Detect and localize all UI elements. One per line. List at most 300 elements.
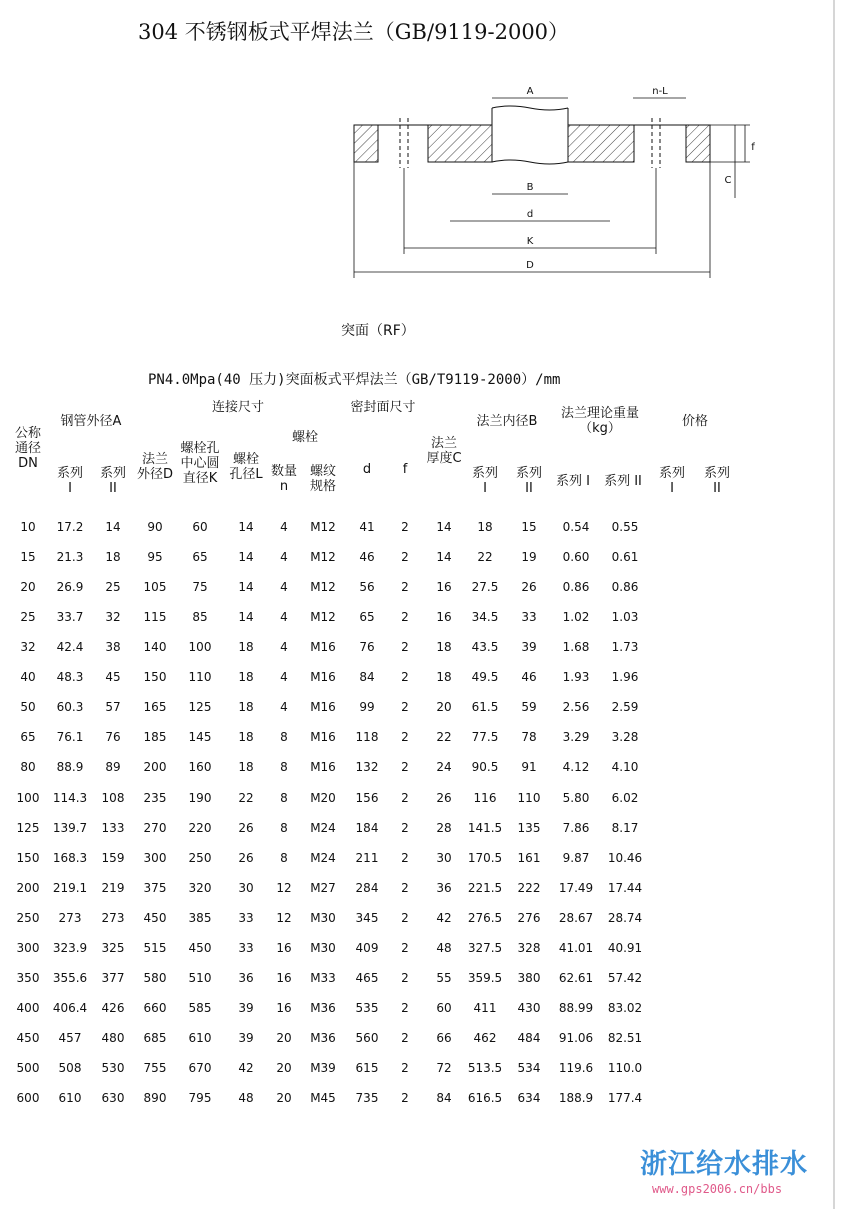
table-cell: 14 — [238, 580, 254, 595]
table-cell: 219.1 — [52, 880, 88, 895]
table-cell: 400 — [16, 1000, 40, 1015]
table-cell: 685 — [143, 1030, 167, 1045]
table-cell: 1.96 — [611, 670, 639, 685]
table-cell: 2 — [401, 970, 409, 985]
table-cell: 2 — [401, 760, 409, 775]
table-cell: 41 — [359, 520, 375, 534]
table-cell: 14 — [238, 550, 254, 564]
table-cell: 141.5 — [467, 820, 503, 835]
table-cell: 377 — [101, 970, 125, 985]
table-cell: 6.02 — [611, 790, 639, 805]
header-thread: 螺纹 规格 — [309, 464, 337, 494]
table-cell: 118 — [355, 730, 379, 745]
table-cell: 32 — [20, 640, 36, 655]
table-cell: 32 — [105, 610, 121, 625]
table-cell: 515 — [143, 940, 167, 955]
table-cell: 450 — [143, 910, 167, 925]
table-cell: 40.91 — [607, 940, 643, 955]
table-cell: 110 — [517, 790, 541, 805]
table-cell: 62.61 — [558, 970, 594, 985]
table-cell: 200 — [16, 880, 40, 895]
table-cell: 66 — [436, 1030, 452, 1045]
table-cell: 284 — [355, 880, 379, 895]
table-cell: 26.9 — [56, 580, 84, 595]
page-right-border — [833, 0, 835, 1209]
header-bolt-circle: 螺栓孔 中心圆 直径K — [180, 441, 220, 486]
table-cell: 2 — [401, 880, 409, 895]
table-cell: 50 — [20, 700, 36, 715]
table-cell: M20 — [310, 790, 336, 805]
table-cell: 61.5 — [471, 700, 499, 715]
table-cell: 0.61 — [611, 550, 639, 564]
header-wseries2: 系列 II — [604, 474, 642, 489]
label-f: f — [751, 142, 755, 153]
table-cell: 159 — [101, 850, 125, 865]
table-cell: M33 — [310, 970, 336, 985]
table-cell: 2 — [401, 940, 409, 955]
table-cell: 276 — [517, 910, 541, 925]
table-cell: 1.93 — [562, 670, 590, 685]
flange-cross-section-drawing — [340, 78, 760, 282]
table-cell: 535 — [355, 1000, 379, 1015]
header-bore: 法兰内径B — [476, 414, 538, 429]
table-cell: 133 — [101, 820, 125, 835]
table-cell: 385 — [188, 910, 212, 925]
table-cell: 82.51 — [607, 1030, 643, 1045]
table-cell: 375 — [143, 880, 167, 895]
table-cell: 4 — [280, 610, 288, 625]
table-cell: 30 — [436, 850, 452, 865]
table-cell: 4.10 — [611, 760, 639, 775]
table-cell: 8 — [280, 850, 288, 865]
table-cell: 20 — [436, 700, 452, 715]
table-cell: 145 — [188, 730, 212, 745]
table-cell: 2.59 — [611, 700, 639, 715]
table-cell: 59 — [521, 700, 537, 715]
table-cell: 0.55 — [611, 520, 639, 534]
table-cell: 188.9 — [558, 1091, 594, 1105]
table-cell: 150 — [16, 850, 40, 865]
table-cell: 660 — [143, 1000, 167, 1015]
table-cell: 18 — [238, 760, 254, 775]
table-cell: 16 — [276, 940, 292, 955]
table-cell: 250 — [188, 850, 212, 865]
table-cell: 22 — [436, 730, 452, 745]
table-cell: 14 — [105, 520, 121, 534]
table-cell: 484 — [517, 1030, 541, 1045]
table-cell: 33.7 — [56, 610, 84, 625]
table-cell: 55 — [436, 970, 452, 985]
table-cell: 48.3 — [56, 670, 84, 685]
table-cell: 2 — [401, 850, 409, 865]
table-cell: 139.7 — [52, 820, 88, 835]
table-cell: 409 — [355, 940, 379, 955]
watermark-text: 浙江给水排水 — [640, 1149, 808, 1180]
table-cell: 359.5 — [467, 970, 503, 985]
table-cell: 222 — [517, 880, 541, 895]
table-cell: 219 — [101, 880, 125, 895]
table-cell: 615 — [355, 1060, 379, 1075]
table-cell: 89 — [105, 760, 121, 775]
table-cell: 560 — [355, 1030, 379, 1045]
table-cell: 0.86 — [562, 580, 590, 595]
table-cell: 33 — [238, 910, 254, 925]
table-cell: 39 — [238, 1030, 254, 1045]
label-C: C — [724, 175, 732, 186]
table-cell: 26 — [238, 850, 254, 865]
table-cell: 150 — [143, 670, 167, 685]
header-bolt-hole: 螺栓 孔径L — [229, 452, 263, 482]
table-cell: 4 — [280, 550, 288, 564]
table-cell: 16 — [436, 610, 452, 625]
table-cell: 84 — [359, 670, 375, 685]
header-pipe-od: 钢管外径A — [60, 414, 122, 429]
table-cell: 14 — [436, 550, 452, 564]
table-cell: 320 — [188, 880, 212, 895]
table-cell: 60 — [192, 520, 208, 534]
table-cell: 78 — [521, 730, 537, 745]
table-cell: 411 — [473, 1000, 497, 1015]
table-cell: 345 — [355, 910, 379, 925]
table-cell: 27.5 — [471, 580, 499, 595]
table-cell: 2 — [401, 1091, 409, 1105]
table-cell: 19 — [521, 550, 537, 564]
label-D: D — [526, 260, 534, 271]
table-cell: 17.2 — [56, 520, 84, 534]
table-cell: 480 — [101, 1030, 125, 1045]
table-cell: 4 — [280, 580, 288, 595]
table-cell: M36 — [310, 1000, 336, 1015]
table-cell: 80 — [20, 760, 36, 775]
table-cell: 10 — [20, 520, 36, 534]
table-cell: 430 — [517, 1000, 541, 1015]
header-series1: 系列 I — [471, 466, 499, 496]
table-cell: 2 — [401, 1060, 409, 1075]
table-subtitle: PN4.0Mpa(40 压力)突面板式平焊法兰（GB/T9119-2000）/mm — [148, 372, 561, 388]
table-cell: 15 — [521, 520, 537, 534]
table-cell: 273 — [101, 910, 125, 925]
table-cell: 8 — [280, 730, 288, 745]
table-cell: 1.02 — [562, 610, 590, 625]
table-cell: 16 — [276, 970, 292, 985]
table-cell: 610 — [58, 1091, 82, 1105]
table-cell: 18 — [238, 700, 254, 715]
header-wseries1: 系列 I — [556, 474, 590, 489]
table-cell: 426 — [101, 1000, 125, 1015]
table-cell: 534 — [517, 1060, 541, 1075]
table-cell: 110.0 — [607, 1060, 643, 1075]
table-cell: 156 — [355, 790, 379, 805]
table-cell: 2 — [401, 790, 409, 805]
table-cell: 57 — [105, 700, 121, 715]
table-cell: 450 — [16, 1030, 40, 1045]
header-f: f — [402, 462, 408, 477]
table-cell: 18 — [436, 640, 452, 655]
title-text: 不锈钢板式平焊法兰 — [184, 20, 374, 44]
header-d: d — [362, 462, 372, 477]
table-cell: 457 — [58, 1030, 82, 1045]
table-cell: 77.5 — [471, 730, 499, 745]
header-seal: 密封面尺寸 — [350, 400, 416, 415]
table-cell: 235 — [143, 790, 167, 805]
table-cell: 513.5 — [467, 1060, 503, 1075]
table-cell: 22 — [477, 550, 493, 564]
table-cell: 355.6 — [52, 970, 88, 985]
table-cell: 300 — [16, 940, 40, 955]
table-cell: 500 — [16, 1060, 40, 1075]
table-cell: 114.3 — [52, 790, 88, 805]
table-cell: 610 — [188, 1030, 212, 1045]
table-cell: 177.4 — [607, 1091, 643, 1105]
table-cell: 22 — [238, 790, 254, 805]
table-cell: 2 — [401, 1000, 409, 1015]
table-cell: 18 — [238, 670, 254, 685]
table-cell: 462 — [473, 1030, 497, 1045]
table-cell: 108 — [101, 790, 125, 805]
dimension-labels — [526, 86, 755, 271]
table-cell: M36 — [310, 1030, 336, 1045]
table-cell: 33 — [238, 940, 254, 955]
table-cell: 600 — [16, 1091, 40, 1105]
table-cell: 185 — [143, 730, 167, 745]
table-cell: 21.3 — [56, 550, 84, 564]
table-cell: 328 — [517, 940, 541, 955]
table-cell: 300 — [143, 850, 167, 865]
table-cell: 4.12 — [562, 760, 590, 775]
table-cell: 72 — [436, 1060, 452, 1075]
table-cell: 8 — [280, 790, 288, 805]
table-cell: 2 — [401, 610, 409, 625]
label-A: A — [526, 86, 534, 97]
table-cell: 88.99 — [558, 1000, 594, 1015]
table-cell: 184 — [355, 820, 379, 835]
table-cell: 20 — [20, 580, 36, 595]
header-series2: 系列 II — [99, 466, 127, 496]
table-cell: 4 — [280, 640, 288, 655]
table-cell: 30 — [238, 880, 254, 895]
table-cell: 42 — [238, 1060, 254, 1075]
table-cell: 18 — [238, 730, 254, 745]
header-count: 数量 n — [270, 464, 298, 494]
table-cell: 45 — [105, 670, 121, 685]
table-cell: 84 — [436, 1091, 452, 1105]
table-cell: 26 — [436, 790, 452, 805]
header-connection: 连接尺寸 — [211, 400, 265, 415]
table-cell: 8.17 — [611, 820, 639, 835]
table-cell: 270 — [143, 820, 167, 835]
header-dn: 公称 通径 DN — [14, 426, 42, 471]
header-series2: 系列 II — [515, 466, 543, 496]
table-cell: 2 — [401, 1030, 409, 1045]
table-cell: M30 — [310, 910, 336, 925]
title-code: 304 — [138, 20, 179, 44]
table-cell: 890 — [143, 1091, 167, 1105]
table-cell: 26 — [521, 580, 537, 595]
table-cell: 161 — [517, 850, 541, 865]
table-cell: 56 — [359, 580, 375, 595]
table-cell: 125 — [16, 820, 40, 835]
table-cell: 1.68 — [562, 640, 590, 655]
header-bolt: 螺栓 — [291, 430, 319, 445]
table-cell: M12 — [310, 520, 336, 534]
flange-body — [354, 125, 710, 162]
table-cell: 75 — [192, 580, 208, 595]
table-cell: 90.5 — [471, 760, 499, 775]
table-cell: 38 — [105, 640, 121, 655]
table-cell: M12 — [310, 580, 336, 595]
table-cell: 170.5 — [467, 850, 503, 865]
header-weight: 法兰理论重量 （kg） — [560, 406, 640, 436]
table-cell: M16 — [310, 730, 336, 745]
table-cell: 90 — [147, 520, 163, 534]
table-cell: 406.4 — [52, 1000, 88, 1015]
table-cell: 83.02 — [607, 1000, 643, 1015]
table-cell: 76.1 — [56, 730, 84, 745]
table-cell: 8 — [280, 820, 288, 835]
table-cell: 28.74 — [607, 910, 643, 925]
table-cell: 2 — [401, 580, 409, 595]
table-cell: 76 — [105, 730, 121, 745]
table-cell: 100 — [16, 790, 40, 805]
table-cell: 2 — [401, 820, 409, 835]
table-cell: 26 — [238, 820, 254, 835]
table-cell: 105 — [143, 580, 167, 595]
table-cell: 60.3 — [56, 700, 84, 715]
table-cell: 49.5 — [471, 670, 499, 685]
table-cell: 0.86 — [611, 580, 639, 595]
table-cell: 585 — [188, 1000, 212, 1015]
flange-right-inner — [568, 125, 634, 162]
table-cell: 325 — [101, 940, 125, 955]
table-cell: 510 — [188, 970, 212, 985]
table-cell: 14 — [238, 610, 254, 625]
header-price: 价格 — [681, 414, 709, 429]
table-cell: 0.60 — [562, 550, 590, 564]
table-cell: 12 — [276, 880, 292, 895]
table-cell: M16 — [310, 670, 336, 685]
table-cell: 508 — [58, 1060, 82, 1075]
table-cell: 4 — [280, 670, 288, 685]
table-cell: 48 — [238, 1091, 254, 1105]
table-cell: 135 — [517, 820, 541, 835]
table-cell: 4 — [280, 520, 288, 534]
table-cell: 0.54 — [562, 520, 590, 534]
table-cell: 160 — [188, 760, 212, 775]
table-cell: 220 — [188, 820, 212, 835]
table-cell: 190 — [188, 790, 212, 805]
table-cell: 18 — [436, 670, 452, 685]
table-cell: 200 — [143, 760, 167, 775]
table-cell: 39 — [238, 1000, 254, 1015]
table-cell: 115 — [143, 610, 167, 625]
table-cell: M39 — [310, 1060, 336, 1075]
table-cell: 15 — [20, 550, 36, 564]
table-cell: 88.9 — [56, 760, 84, 775]
table-cell: 16 — [276, 1000, 292, 1015]
table-cell: 17.44 — [607, 880, 643, 895]
table-cell: 530 — [101, 1060, 125, 1075]
label-nL: n-L — [652, 86, 668, 97]
table-cell: M16 — [310, 640, 336, 655]
table-cell: 1.73 — [611, 640, 639, 655]
header-thickness: 法兰 厚度C — [426, 436, 462, 466]
table-cell: 46 — [521, 670, 537, 685]
table-cell: 165 — [143, 700, 167, 715]
table-cell: 17.49 — [558, 880, 594, 895]
table-cell: 168.3 — [52, 850, 88, 865]
watermark-url: www.gps2006.cn/bbs — [652, 1182, 783, 1196]
table-cell: 9.87 — [562, 850, 590, 865]
label-K: K — [526, 236, 534, 247]
page-title — [138, 16, 569, 46]
header-series1: 系列 I — [56, 466, 84, 496]
table-cell: 25 — [105, 580, 121, 595]
table-cell: 350 — [16, 970, 40, 985]
flange-left-inner — [428, 125, 492, 162]
table-cell: M27 — [310, 880, 336, 895]
table-cell: 46 — [359, 550, 375, 564]
table-cell: 20 — [276, 1060, 292, 1075]
table-cell: 132 — [355, 760, 379, 775]
header-flange-od: 法兰 外径D — [136, 452, 174, 482]
table-cell: 76 — [359, 640, 375, 655]
table-cell: 25 — [20, 610, 36, 625]
table-cell: 10.46 — [607, 850, 643, 865]
table-cell: M12 — [310, 550, 336, 564]
table-cell: 14 — [436, 520, 452, 534]
table-cell: 630 — [101, 1091, 125, 1105]
table-cell: 65 — [20, 730, 36, 745]
title-standard: （GB/9119-2000） — [373, 20, 570, 44]
table-cell: 795 — [188, 1091, 212, 1105]
table-cell: 7.86 — [562, 820, 590, 835]
table-cell: M24 — [310, 850, 336, 865]
table-cell: 41.01 — [558, 940, 594, 955]
table-cell: M16 — [310, 700, 336, 715]
table-cell: 2 — [401, 670, 409, 685]
table-cell: 250 — [16, 910, 40, 925]
table-cell: M30 — [310, 940, 336, 955]
table-cell: 2 — [401, 730, 409, 745]
table-cell: 110 — [188, 670, 212, 685]
table-cell: 85 — [192, 610, 208, 625]
table-cell: 65 — [192, 550, 208, 564]
table-cell: M12 — [310, 610, 336, 625]
table-cell: 2 — [401, 910, 409, 925]
table-cell: 40 — [20, 670, 36, 685]
table-cell: 634 — [517, 1091, 541, 1105]
table-cell: 755 — [143, 1060, 167, 1075]
table-cell: 8 — [280, 760, 288, 775]
table-cell: 2 — [401, 700, 409, 715]
table-cell: 28 — [436, 820, 452, 835]
table-cell: 1.03 — [611, 610, 639, 625]
table-cell: 327.5 — [467, 940, 503, 955]
table-cell: 616.5 — [467, 1091, 503, 1105]
table-cell: 2 — [401, 520, 409, 534]
table-cell: M16 — [310, 760, 336, 775]
table-cell: 119.6 — [558, 1060, 594, 1075]
table-cell: 116 — [473, 790, 497, 805]
table-cell: 670 — [188, 1060, 212, 1075]
table-cell: 221.5 — [467, 880, 503, 895]
raised-face-label: 突面（RF） — [341, 323, 415, 339]
table-cell: 273 — [58, 910, 82, 925]
table-cell: 60 — [436, 1000, 452, 1015]
table-cell: 2 — [401, 550, 409, 564]
table-cell: 100 — [188, 640, 212, 655]
table-cell: 2 — [401, 640, 409, 655]
